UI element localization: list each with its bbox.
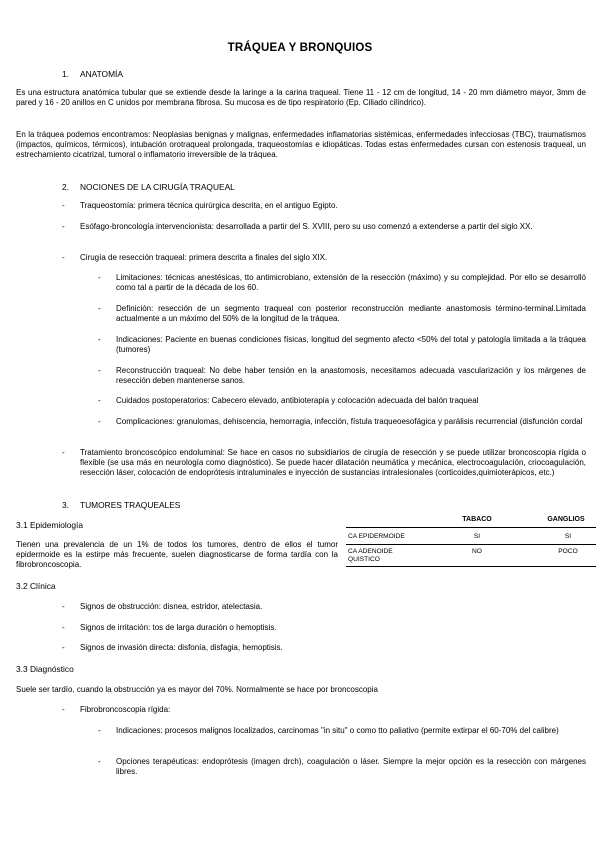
subheading-epidemiologia: 3.1 Epidemiología [16, 520, 84, 530]
dash-marker: - [98, 757, 101, 766]
table-header-tabaco: TABACO [462, 516, 492, 523]
sub-list-item: Complicaciones: granulomas, dehiscencia, hemorragia, infección, fístula traqueoesofágica y parálisis recurrencial (disfunción cordal [116, 417, 583, 426]
sub-list-item: Indicaciones: procesos malignos localizados, carcinomas "in situ" o como tto paliativo (permite extirpar el 60-70% del calibre) [116, 726, 559, 735]
table-row-label: CA ADENOIDE QUISTICO [348, 548, 393, 563]
dash-marker: - [62, 253, 65, 262]
list-item: Tratamiento broncoscópico endoluminal: Se hace en casos no subsidiarios de cirugía de resección y se puede utilizar broncoscopia rígida o flexible (se usa más en neurología como diagnóstico). Se puede hacer dilatación neumática y mecánica, electrocoagulación, criocoagulación, resección láser, colocación de endoprótesis intraluminales e inyección de sustancias intralesionales (corticoides,quimioterápicos, etc.) [80, 448, 586, 477]
list-item: Signos de obstrucción: disnea, estridor, atelectasia. [80, 602, 263, 611]
document-title: TRÁQUEA Y BRONQUIOS [227, 42, 373, 54]
table-divider [346, 527, 596, 528]
section-heading-anatomia [62, 69, 123, 79]
table-divider [346, 544, 596, 545]
paragraph-epidemiologia: Tienen una prevalencia de un 1% de todos los tumores, dentro de ellos el tumor epidermoide es la estirpe más frecuente, suelen diagnosticarse de forma tardía con la fibrobroncoscopia. [16, 540, 338, 569]
paragraph-anatomia-1: Es una estructura anatómica tubular que se extiende desde la laringe a la carina traqueal. Tiene 11 - 12 cm de longitud, 14 - 20 mm diámetro mayor, 3mm de pared y 16 - 20 anillos en C unidos por membrana fibrosa. Su mucosa es de tipo respiratorio (Ep. Ciliado cilíndrico). [16, 88, 586, 107]
section-number: 3. [62, 500, 69, 510]
dash-marker: - [62, 705, 65, 714]
table-header-ganglios: GANGLIOS [547, 516, 585, 523]
list-item: Signos de irritación: tos de larga duración o hemoptisis. [80, 623, 277, 632]
dash-marker: - [98, 726, 101, 735]
list-item: Cirugía de resección traqueal: primera descrita a finales del siglo XIX. [80, 253, 328, 262]
paragraph-diagnostico: Suele ser tardío, cuando la obstrucción ya es mayor del 70%. Normalmente se hace por broncoscopia [16, 685, 378, 694]
dash-marker: - [62, 448, 65, 457]
dash-marker: - [98, 417, 101, 426]
table-divider [346, 566, 596, 567]
list-item: Esófago-broncología intervencionista: desarrollada a partir del S. XVIII, pero su uso comenzó a extenderse a partir del siglo XX. [80, 222, 533, 231]
dash-marker: - [98, 396, 101, 405]
sub-list-item: Limitaciones: técnicas anestésicas, tto antimicrobiano, extensión de la resección (máximo) y su complejidad. Por ello se desarrolló como tal a partir de la década de los 60. [116, 273, 586, 292]
sub-list-item: Definición: resección de un segmento traqueal con posterior reconstrucción mediante anastomosis término-terminal.Limitada actualmente a un máximo del 50% de la longitud de la tráquea. [116, 304, 586, 323]
dash-marker: - [62, 602, 65, 611]
table-cell: NO [472, 548, 482, 555]
table-cell: POCO [558, 548, 578, 555]
table-cell: SI [564, 533, 572, 540]
list-item: Fibrobroncoscopia rígida: [80, 705, 171, 714]
dash-marker: - [98, 304, 101, 313]
subheading-clinica: 3.2 Clínica [16, 581, 56, 591]
sub-list-item: Cuidados postoperatorios: Cabecero elevado, antibioterapia y colocación adecuada del balón traqueal [116, 396, 479, 405]
section-heading-tumores [62, 500, 180, 510]
section-heading-nociones [62, 182, 235, 192]
dash-marker: - [98, 366, 101, 375]
section-title: TUMORES TRAQUEALES [80, 500, 181, 510]
section-number: 2. [62, 182, 69, 192]
table-cell: SI [473, 533, 481, 540]
section-title: NOCIONES DE LA CIRUGÍA TRAQUEAL [80, 182, 235, 192]
dash-marker: - [62, 623, 65, 632]
section-number: 1. [62, 69, 69, 79]
dash-marker: - [62, 222, 65, 231]
sub-list-item: Reconstrucción traqueal: No debe haber tensión en la anastomosis, necesitamos adecuada vascularización y los márgenes de resección deben mantenerse sanos. [116, 366, 586, 385]
list-item: Signos de invasión directa: disfonía, disfagia, hemoptisis. [80, 643, 283, 652]
sub-list-item: Opciones terapéuticas: endoprótesis (imagen drch), coagulación o láser. Siempre la mejor opción es la resección con márgenes libres. [116, 757, 586, 776]
subheading-diagnostico: 3.3 Diagnóstico [16, 664, 74, 674]
dash-marker: - [98, 273, 101, 282]
sub-list-item: Indicaciones: Paciente en buenas condiciones físicas, longitud del segmento afecto <50% del total y patología limitada a la tráquea (tumores) [116, 335, 586, 354]
paragraph-anatomia-2: En la tráquea podemos encontramos: Neoplasias benignas y malignas, enfermedades inflamatorias sistémicas, enfermedades infecciosas (TBC), traumatismos (impactos, químicos, térmicos), intubación orotraqueal prolongada, traqueostomías e idiopáticas. Todas estas enfermedades cursan con estenosis traqueal, un estrechamiento cicatrizal, tumoral o inflamatorio irreversible de la tráquea. [16, 130, 586, 159]
section-title: ANATOMÍA [80, 69, 123, 79]
dash-marker: - [62, 643, 65, 652]
dash-marker: - [98, 335, 101, 344]
dash-marker: - [62, 201, 65, 210]
list-item: Traqueostomía: primera técnica quirúrgica descrita, en el antiguo Egipto. [80, 201, 338, 210]
table-row-label: CA EPIDERMOIDE [348, 533, 405, 540]
